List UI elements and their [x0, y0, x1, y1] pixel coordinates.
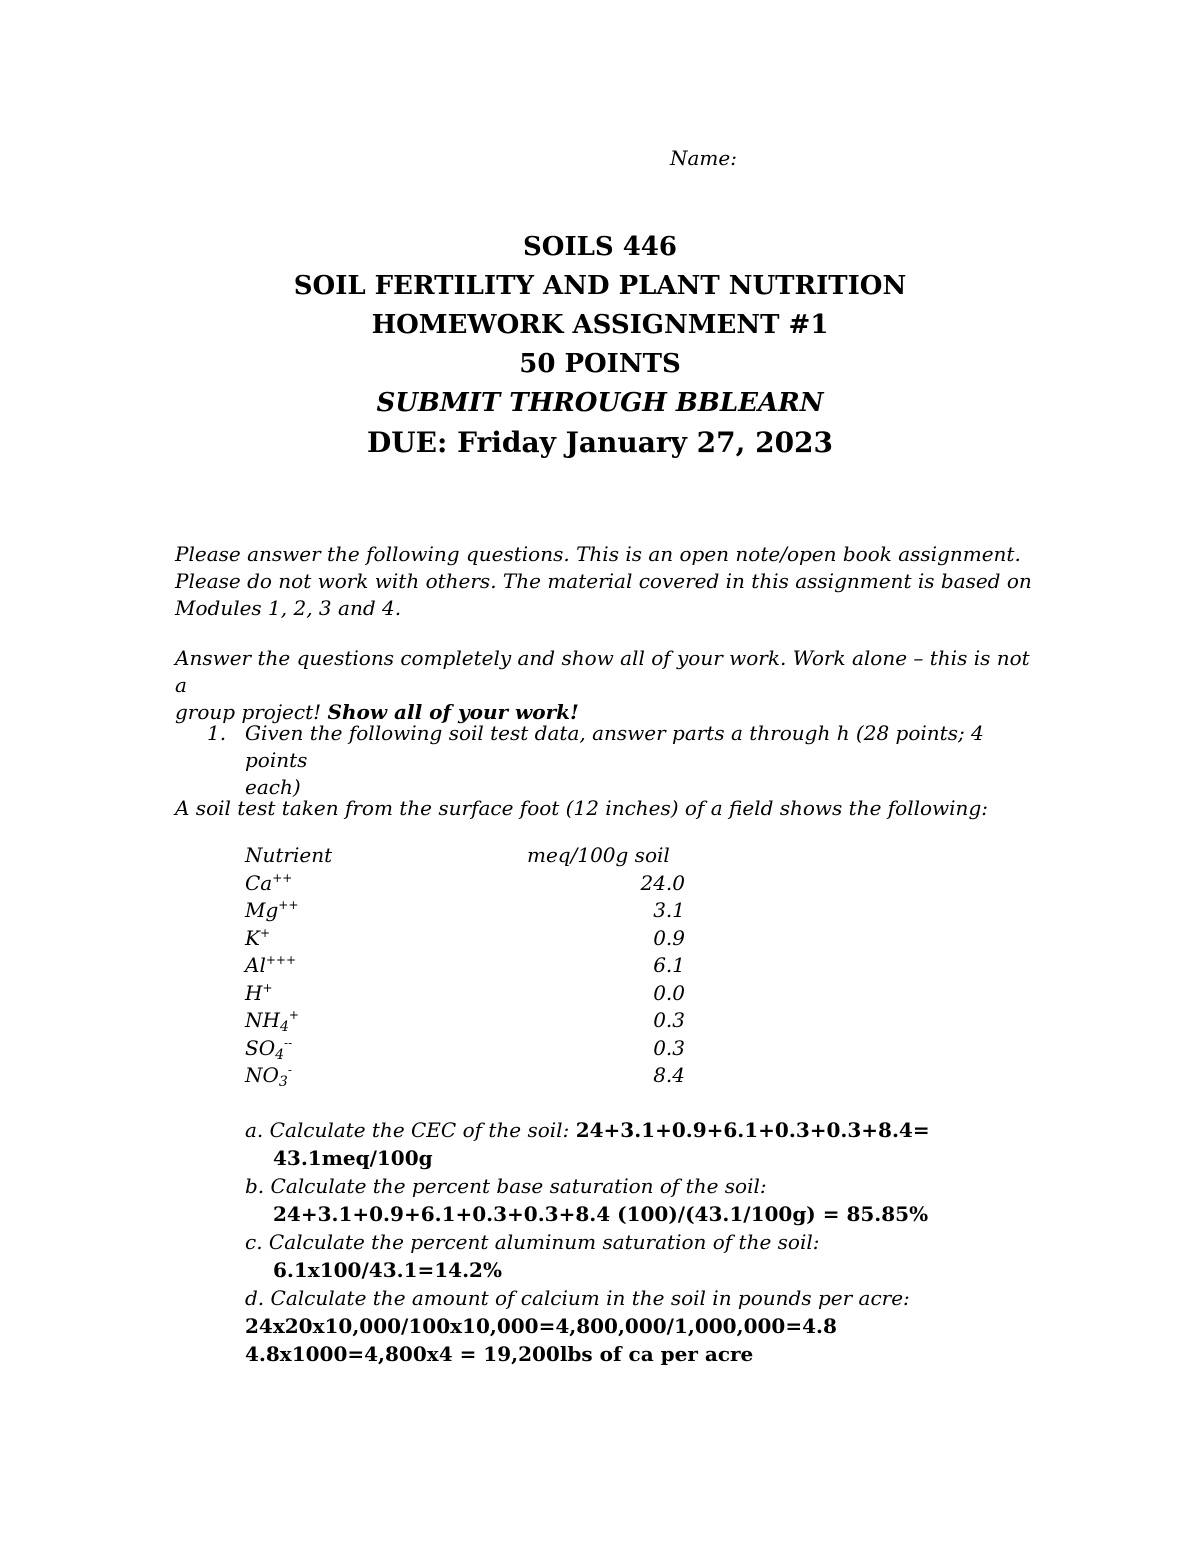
answers-section — [245, 1116, 1145, 1368]
nutrient-symbol: NH — [245, 1008, 280, 1032]
name-label: Name: — [670, 146, 737, 170]
show-work-emphasis: Show all of your work! — [327, 700, 579, 724]
table-row — [245, 1035, 685, 1063]
answer-a-result: 43.1meq/100g — [273, 1146, 433, 1170]
question-a: a. Calculate the CEC of the soil: — [245, 1118, 576, 1142]
nutrient-charge: + — [262, 980, 273, 995]
nutrient-symbol: NO — [245, 1063, 279, 1087]
nutrient-symbol: SO — [245, 1035, 276, 1060]
nutrient-value: 24.0 — [640, 870, 685, 895]
nutrient-value: 0.0 — [653, 980, 685, 1005]
title-block — [0, 228, 1200, 462]
points-total: 50 POINTS — [519, 349, 681, 379]
table-row — [245, 870, 685, 898]
nutrient-name — [245, 952, 296, 980]
instructions-line: Modules 1, 2, 3 and 4. — [175, 596, 402, 620]
table-row — [245, 952, 685, 980]
nutrient-symbol: Ca — [245, 870, 273, 895]
question-line: Given the following soil test data, answer parts a through h (28 points; 4 points — [245, 721, 984, 772]
table-row — [245, 1007, 685, 1035]
table-row — [245, 980, 685, 1008]
question-c: c. Calculate the percent aluminum saturation of the soil: — [245, 1230, 820, 1254]
nutrient-name — [245, 1035, 292, 1063]
nutrient-subscript: 4 — [279, 1019, 289, 1035]
answer-a — [245, 1116, 1145, 1144]
nutrient-name — [245, 980, 273, 1008]
instructions-line: Please do not work with others. The material covered in this assignment is based on — [175, 569, 1032, 593]
submit-instruction: SUBMIT THROUGH BBLEARN — [376, 388, 824, 418]
table-row — [245, 1062, 685, 1090]
question-text — [245, 720, 1035, 801]
column-header-nutrient: Nutrient — [245, 843, 333, 867]
nutrient-charge: + — [259, 925, 271, 940]
nutrient-value: 0.3 — [653, 1035, 685, 1060]
nutrient-name — [245, 925, 270, 953]
column-header-value: meq/100g soil — [527, 843, 670, 867]
answer-b: 24+3.1+0.9+6.1+0.3+0.3+8.4 (100)/(43.1/100g) = 85.85% — [273, 1202, 929, 1226]
course-name: SOIL FERTILITY AND PLANT NUTRITION — [293, 271, 907, 301]
assignment-title: HOMEWORK ASSIGNMENT #1 — [371, 310, 829, 340]
nutrient-charge: -- — [284, 1035, 293, 1050]
question-line: each) — [245, 775, 301, 799]
nutrient-symbol: Mg — [245, 898, 279, 922]
question-number: 1. — [207, 721, 227, 745]
nutrient-name — [245, 1062, 292, 1090]
nutrient-charge: - — [287, 1063, 292, 1077]
nutrient-name — [245, 897, 298, 925]
nutrient-value: 6.1 — [653, 953, 685, 977]
instructions-text: group project! — [175, 700, 328, 724]
nutrient-value: 0.9 — [653, 925, 685, 950]
nutrient-charge: +++ — [265, 953, 297, 967]
nutrient-table — [245, 842, 685, 1090]
nutrient-subscript: 3 — [278, 1074, 288, 1090]
table-header-row — [245, 842, 685, 870]
course-code: SOILS 446 — [523, 232, 677, 262]
answer-c: 6.1x100/43.1=14.2% — [273, 1258, 502, 1282]
nutrient-value: 0.3 — [653, 1008, 685, 1032]
nutrient-name — [245, 1007, 299, 1035]
nutrient-symbol: Al — [245, 953, 266, 977]
nutrient-charge: + — [288, 1008, 299, 1022]
due-date: DUE: Friday January 27, 2023 — [366, 426, 834, 459]
instructions-paragraph-1 — [175, 541, 1035, 622]
instructions-paragraph-2 — [175, 645, 1035, 726]
nutrient-value: 3.1 — [653, 898, 685, 922]
table-row — [245, 897, 685, 925]
table-row — [245, 925, 685, 953]
nutrient-symbol: H — [245, 980, 263, 1005]
nutrient-value: 8.4 — [653, 1063, 685, 1087]
table-body — [245, 870, 685, 1090]
answer-a-work: 24+3.1+0.9+6.1+0.3+0.3+8.4= — [575, 1118, 930, 1142]
nutrient-charge: ++ — [272, 870, 293, 885]
instructions-line: Please answer the following questions. This is an open note/open book assignment. — [175, 542, 1021, 566]
question-b: b. Calculate the percent base saturation of the soil: — [245, 1174, 767, 1198]
instructions-line: Answer the questions completely and show all of your work. Work alone – this is not a — [175, 646, 1030, 697]
question-d: d. Calculate the amount of calcium in the soil in pounds per acre: — [245, 1286, 910, 1310]
nutrient-subscript: 4 — [275, 1046, 285, 1063]
nutrient-symbol: K — [245, 925, 260, 950]
soil-test-intro: A soil test taken from the surface foot (12 inches) of a field shows the following: — [175, 796, 988, 820]
answer-d-line-2: 4.8x1000=4,800x4 = 19,200lbs of ca per acre — [245, 1342, 754, 1366]
nutrient-name — [245, 870, 292, 898]
answer-d-line-1: 24x20x10,000/100x10,000=4,800,000/1,000,000=4.8 — [245, 1314, 837, 1338]
nutrient-charge: ++ — [278, 898, 299, 912]
